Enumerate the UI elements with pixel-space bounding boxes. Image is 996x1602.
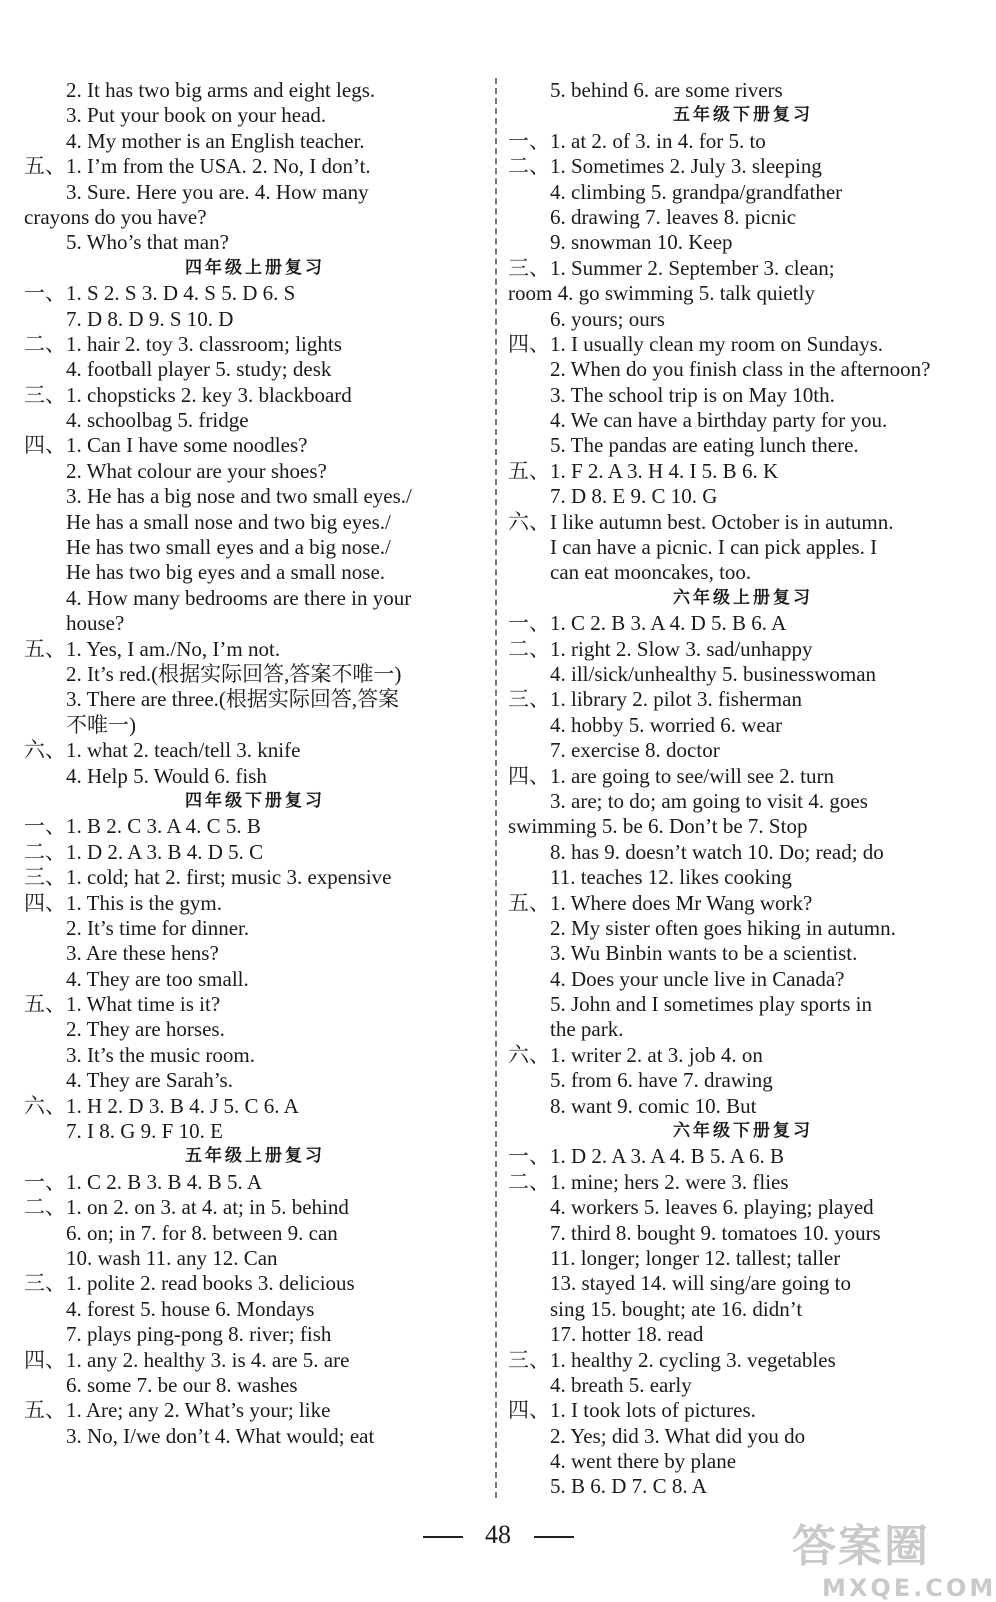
answer-text: I like autumn best. October is in autumn.: [550, 509, 894, 534]
question-number: 一、: [508, 128, 550, 153]
answer-line: swimming 5. be 6. Don’t be 7. Stop: [508, 814, 808, 839]
question-number: 二、: [508, 154, 550, 179]
section-heading: 六年级下册复习: [673, 1121, 813, 1142]
footer-dash-right: [534, 1536, 574, 1538]
page-number: 48: [485, 1520, 511, 1549]
answer-line: 4. How many bedrooms are there in your: [66, 585, 412, 610]
answer-text: 1. I usually clean my room on Sundays.: [550, 331, 884, 356]
answer-text: 1. writer 2. at 3. job 4. on: [550, 1042, 763, 1067]
answer-line: [24, 1348, 486, 1373]
question-number: 三、: [508, 1347, 550, 1372]
answer-line: 5. B 6. D 7. C 8. A: [550, 1474, 707, 1499]
watermark-title: 答案圈: [792, 1521, 930, 1572]
question-number: 三、: [24, 382, 66, 407]
question-number: 二、: [508, 636, 550, 661]
question-number: 四、: [24, 1347, 66, 1372]
question-number: 五、: [24, 154, 66, 179]
answer-line: 4. workers 5. leaves 6. playing; played: [550, 1195, 874, 1220]
answer-line: 5. from 6. have 7. drawing: [550, 1068, 773, 1093]
answer-line: 6. some 7. be our 8. washes: [66, 1372, 298, 1397]
answer-text: 1. are going to see/will see 2. turn: [550, 763, 835, 788]
question-number: 四、: [24, 890, 66, 915]
answer-line: [24, 154, 486, 179]
question-number: 二、: [508, 1169, 550, 1194]
answer-text: 1. library 2. pilot 3. fisherman: [550, 687, 802, 712]
answer-line: [508, 891, 978, 916]
answer-line: [508, 459, 978, 484]
answer-line: 7. exercise 8. doctor: [550, 738, 720, 763]
section-heading: 四年级上册复习: [185, 257, 325, 278]
answer-line: 2. It’s time for dinner.: [66, 915, 250, 940]
column-divider: [495, 78, 497, 1498]
answer-line: [508, 129, 978, 154]
section-heading: 六年级上册复习: [673, 587, 813, 608]
answer-line: 13. stayed 14. will sing/are going to: [550, 1271, 851, 1296]
section-heading: 四年级下册复习: [185, 790, 325, 811]
question-number: 五、: [24, 636, 66, 661]
answer-text: 1. C 2. B 3. B 4. B 5. A: [66, 1169, 263, 1194]
answer-line: 不唯一): [66, 712, 136, 737]
answer-line: 9. snowman 10. Keep: [550, 230, 733, 255]
answer-line: 8. has 9. doesn’t watch 10. Do; read; do: [550, 839, 884, 864]
answer-line: 10. wash 11. any 12. Can: [66, 1245, 278, 1270]
answer-line: 4. climbing 5. grandpa/grandfather: [550, 179, 843, 204]
question-number: 六、: [24, 1093, 66, 1118]
answer-line: [24, 637, 486, 662]
answer-line: 2. My sister often goes hiking in autumn.: [550, 915, 896, 940]
answer-line: [508, 637, 978, 662]
answer-text: 1. D 2. A 3. B 4. D 5. C: [66, 839, 264, 864]
answer-line: [508, 332, 978, 357]
answer-text: 1. right 2. Slow 3. sad/unhappy: [550, 636, 813, 661]
answer-line: [508, 1170, 978, 1195]
answer-line: [24, 332, 486, 357]
answer-line: [24, 1195, 486, 1220]
question-number: 三、: [508, 687, 550, 712]
answer-text: 1. at 2. of 3. in 4. for 5. to: [550, 128, 766, 153]
answer-text: 1. C 2. B 3. A 4. D 5. B 6. A: [550, 611, 787, 636]
answer-line: 11. longer; longer 12. tallest; taller: [550, 1245, 841, 1270]
answer-line: 2. Yes; did 3. What did you do: [550, 1423, 806, 1448]
answer-text: 1. Sometimes 2. July 3. sleeping: [550, 154, 822, 179]
answer-line: 3. Sure. Here you are. 4. How many: [66, 179, 369, 204]
answer-line: 4. ill/sick/unhealthy 5. businesswoman: [550, 661, 877, 686]
question-number: 四、: [24, 433, 66, 458]
question-number: 四、: [508, 1398, 550, 1423]
answer-line: [508, 1144, 978, 1169]
answer-text: 1. Summer 2. September 3. clean;: [550, 255, 835, 280]
answer-line: the park.: [550, 1017, 624, 1042]
question-number: 六、: [24, 738, 66, 763]
answer-text: 1. F 2. A 3. H 4. I 5. B 6. K: [550, 458, 779, 483]
section-heading: 五年级下册复习: [673, 105, 813, 126]
question-number: 一、: [24, 1169, 66, 1194]
watermark-url: MXQE.COM: [822, 1574, 996, 1602]
section-heading: 五年级上册复习: [185, 1146, 325, 1167]
answer-line: 5. The pandas are eating lunch there.: [550, 433, 859, 458]
answer-line: 7. D 8. E 9. C 10. G: [550, 484, 718, 509]
question-number: 六、: [508, 1042, 550, 1067]
answer-line: 17. hotter 18. read: [550, 1322, 704, 1347]
answer-text: 1. what 2. teach/tell 3. knife: [66, 738, 301, 763]
answer-line: 11. teaches 12. likes cooking: [550, 865, 792, 890]
answer-text: 1. cold; hat 2. first; music 3. expensive: [66, 865, 392, 890]
watermark-logo: [792, 1510, 996, 1602]
answer-line: 2. It has two big arms and eight legs.: [66, 78, 376, 102]
answer-line: [24, 1170, 486, 1195]
question-number: 一、: [508, 611, 550, 636]
answer-text: 1. polite 2. read books 3. delicious: [66, 1271, 355, 1296]
right-column: [508, 78, 978, 1500]
answer-line: [24, 1398, 486, 1423]
answer-line: 4. hobby 5. worried 6. wear: [550, 712, 783, 737]
answer-text: 1. H 2. D 3. B 4. J 5. C 6. A: [66, 1093, 299, 1118]
question-number: 五、: [508, 890, 550, 915]
answer-line: 6. yours; ours: [550, 306, 665, 331]
answer-line: 6. drawing 7. leaves 8. picnic: [550, 204, 797, 229]
answer-line: 3. No, I/we don’t 4. What would; eat: [66, 1423, 375, 1448]
question-number: 一、: [24, 814, 66, 839]
answer-line: 5. John and I sometimes play sports in: [550, 992, 872, 1017]
footer-dash-left: [423, 1536, 463, 1538]
answer-line: [24, 865, 486, 890]
answer-line: 8. want 9. comic 10. But: [550, 1093, 757, 1118]
answer-line: [508, 1398, 978, 1423]
answer-text: 1. I took lots of pictures.: [550, 1398, 756, 1423]
answer-line: crayons do you have?: [24, 204, 207, 229]
answer-line: 4. went there by plane: [550, 1449, 737, 1474]
answer-line: 4. Help 5. Would 6. fish: [66, 763, 267, 788]
answer-line: [24, 738, 486, 763]
answer-line: 4. They are Sarah’s.: [66, 1068, 233, 1093]
answer-line: 4. schoolbag 5. fridge: [66, 408, 249, 433]
answer-line: 7. third 8. bought 9. tomatoes 10. yours: [550, 1220, 881, 1245]
answer-text: 1. S 2. S 3. D 4. S 5. D 6. S: [66, 281, 296, 306]
answer-text: 1. hair 2. toy 3. classroom; lights: [66, 331, 342, 356]
answer-line: [508, 764, 978, 789]
answer-text: 1. on 2. on 3. at 4. at; in 5. behind: [66, 1195, 349, 1220]
answer-line: 2. What colour are your shoes?: [66, 458, 327, 483]
answer-line: 4. breath 5. early: [550, 1372, 692, 1397]
answer-text: 1. B 2. C 3. A 4. C 5. B: [66, 814, 261, 839]
answer-line: 3. He has a big nose and two small eyes./: [66, 484, 412, 509]
answer-line: [508, 256, 978, 281]
answer-line: [24, 891, 486, 916]
answer-text: 1. What time is it?: [66, 992, 221, 1017]
answer-text: 1. chopsticks 2. key 3. blackboard: [66, 382, 352, 407]
answer-line: 4. Does your uncle live in Canada?: [550, 966, 845, 991]
answer-text: 1. healthy 2. cycling 3. vegetables: [550, 1347, 836, 1372]
answer-line: [24, 281, 486, 306]
answer-line: 7. plays ping-pong 8. river; fish: [66, 1322, 332, 1347]
question-number: 五、: [508, 458, 550, 483]
answer-line: 4. My mother is an English teacher.: [66, 128, 365, 153]
question-number: 二、: [24, 839, 66, 864]
answer-line: 3. Are these hens?: [66, 941, 219, 966]
answer-line: I can have a picnic. I can pick apples. I: [550, 535, 878, 560]
answer-line: room 4. go swimming 5. talk quietly: [508, 281, 815, 306]
question-number: 六、: [508, 509, 550, 534]
answer-text: 1. Are; any 2. What’s your; like: [66, 1398, 331, 1423]
answer-line: 4. They are too small.: [66, 966, 249, 991]
answer-line: 7. I 8. G 9. F 10. E: [66, 1119, 223, 1144]
question-number: 五、: [24, 1398, 66, 1423]
answer-line: [24, 1094, 486, 1119]
answer-text: 1. This is the gym.: [66, 890, 222, 915]
answer-text: 1. D 2. A 3. A 4. B 5. A 6. B: [550, 1144, 784, 1169]
answer-line: [508, 1043, 978, 1068]
answer-text: 1. any 2. healthy 3. is 4. are 5. are: [66, 1347, 350, 1372]
answer-line: [24, 840, 486, 865]
answer-line: 4. We can have a birthday party for you.: [550, 408, 888, 433]
answer-line: 5. Who’s that man?: [66, 230, 229, 255]
answer-line: 3. Wu Binbin wants to be a scientist.: [550, 941, 858, 966]
answer-line: [24, 433, 486, 458]
question-number: 四、: [508, 763, 550, 788]
answer-line: 3. are; to do; am going to visit 4. goes: [550, 788, 868, 813]
answer-text: 1. Yes, I am./No, I’m not.: [66, 636, 281, 661]
answer-line: He has a small nose and two big eyes./: [66, 509, 391, 534]
answer-text: 1. Can I have some noodles?: [66, 433, 308, 458]
answer-line: 4. football player 5. study; desk: [66, 357, 332, 382]
answer-line: He has two big eyes and a small nose.: [66, 560, 386, 585]
answer-line: 2. They are horses.: [66, 1017, 225, 1042]
question-number: 三、: [508, 255, 550, 280]
answer-line: [24, 992, 486, 1017]
answer-line: 3. Put your book on your head.: [66, 103, 327, 128]
answer-text: 1. mine; hers 2. were 3. flies: [550, 1169, 789, 1194]
answer-line: 2. It’s red.(根据实际回答,答案不唯一): [66, 661, 402, 686]
left-column: [24, 78, 486, 1449]
answer-line: [24, 814, 486, 839]
question-number: 五、: [24, 992, 66, 1017]
answer-line: He has two small eyes and a big nose./: [66, 535, 391, 560]
answer-line: sing 15. bought; ate 16. didn’t: [550, 1296, 803, 1321]
answer-line: [508, 510, 978, 535]
answer-line: house?: [66, 611, 125, 636]
answer-line: [508, 154, 978, 179]
question-number: 一、: [508, 1144, 550, 1169]
answer-line: [24, 1271, 486, 1296]
question-number: 四、: [508, 331, 550, 356]
answer-line: [508, 687, 978, 712]
answer-line: 5. behind 6. are some rivers: [550, 78, 783, 102]
answer-line: 3. The school trip is on May 10th.: [550, 382, 835, 407]
answer-text: 1. I’m from the USA. 2. No, I don’t.: [66, 154, 371, 179]
answer-line: can eat mooncakes, too.: [550, 560, 752, 585]
answer-line: 2. When do you finish class in the afternoon?: [550, 357, 931, 382]
answer-text: 1. Where does Mr Wang work?: [550, 890, 813, 915]
answer-line: 3. It’s the music room.: [66, 1042, 255, 1067]
answer-line: 3. There are three.(根据实际回答,答案: [66, 687, 400, 712]
answer-line: 4. forest 5. house 6. Mondays: [66, 1296, 315, 1321]
question-number: 一、: [24, 281, 66, 306]
question-number: 三、: [24, 865, 66, 890]
answer-line: 6. on; in 7. for 8. between 9. can: [66, 1220, 338, 1245]
answer-line: 7. D 8. D 9. S 10. D: [66, 306, 234, 331]
question-number: 二、: [24, 1195, 66, 1220]
question-number: 三、: [24, 1271, 66, 1296]
question-number: 二、: [24, 331, 66, 356]
answer-line: [508, 1348, 978, 1373]
answer-line: [24, 383, 486, 408]
answer-line: [508, 611, 978, 636]
